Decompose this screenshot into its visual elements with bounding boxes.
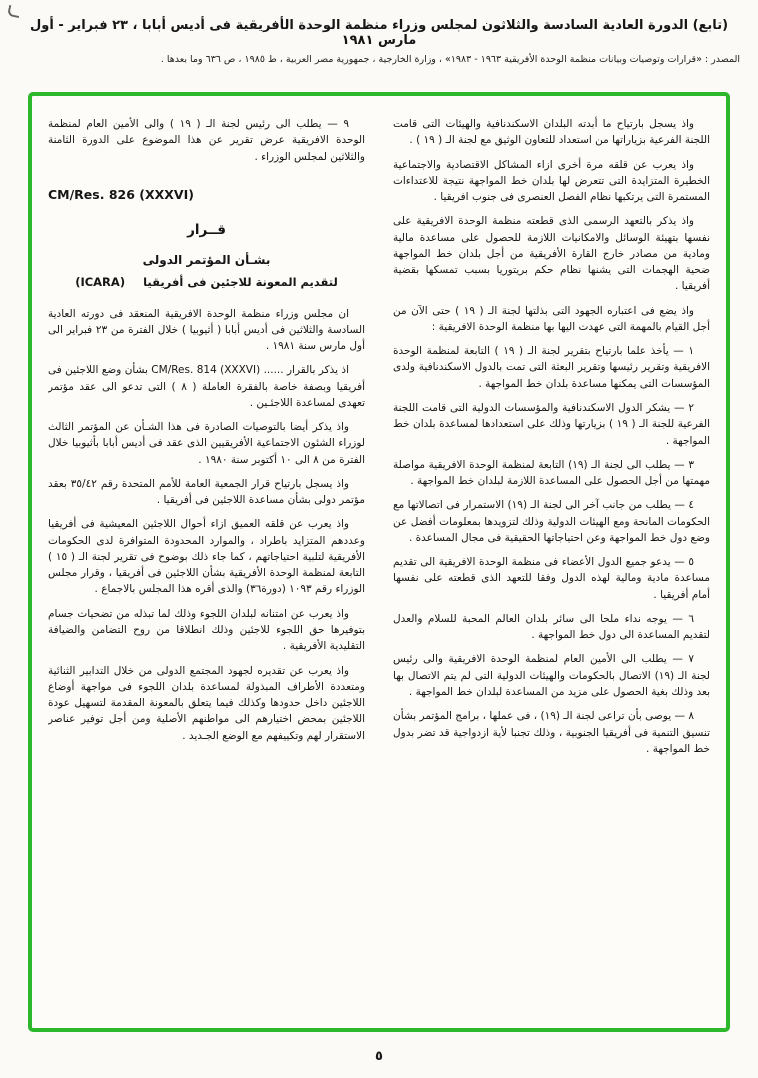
- numbered-item: ٦ — يوجه نداء ملحا الى سائر بلدان العالم المحبة للسلام والعدل لتقديم المساعدة الى دول خط المواجهة .: [393, 612, 710, 642]
- resolution-heading: قــرار: [187, 222, 226, 239]
- paragraph: واذ يذكر بالتعهد الرسمى الذى قطعته منظمة الوحدة الافريقية على نفسها بتهيئة الوسائل والامكانيات اللازمة للحصول على مساعدة مالية ومادية من مصادر خارج القارة الأفريقية من أجل بلدان خط المواجهة ضحية الهجمات التى يشنها نظام حكم بريتوريا بسبب تمسكها بقضية أفريقيا .: [393, 215, 710, 293]
- paragraph: ان مجلس وزراء منظمة الوحدة الافريقية المنعقد فى دورته العادية السادسة والثلاثين فى أديس أبابا ( أثيوبيا ) خلال الفترة من ٢٣ فبراير الى أول مارس سنة ١٩٨١ .: [48, 307, 365, 353]
- resolution-subtitle-line2: [48, 274, 365, 292]
- resolution-subtitle-arabic: لتقديم المعونة للاجئين فى أفريقيا: [143, 274, 338, 289]
- numbered-item: ٩ — يطلب الى رئيس لجنة الـ ( ١٩ ) والى الأمين العام لمنظمة الوحدة الافريقية عرض تقرير عن هذا الموضوع على الدورة الثامنة والثلاثين لمجلس الوزراء .: [48, 118, 365, 163]
- paragraph: واذ يسجل بارتياح ما أبدته البلدان الاسكندنافية والهيئات التى قامت اللجنة الفرعية بزياراتها من استعداد للتعاون الوثيق مع لجنة الـ ( ١٩ ) .: [393, 118, 710, 147]
- paragraph: واذ يذكر أيضا بالتوصيات الصادرة فى هذا الشـأن عن المؤتمر الثالث لوزراء الشئون الاجتماعية الأفريقيين الذى عقد فى أديس أبابا بأثيوبيا خلال الفترة من ٨ الى ١٠ أكتوبر سنة ١٩٨٠ .: [48, 421, 365, 466]
- paragraph: واذ يسجل بارتياح قرار الجمعية العامة للأمم المتحدة رقم ٣٥/٤٢ بعقد مؤتمر دولى بشأن مساعدة اللاجئين فى أفريقيا .: [48, 477, 365, 507]
- numbered-item: ٢ — يشكر الدول الاسكندنافية والمؤسسات الدولية التى قامت اللجنة الفرعية للجنة الـ ( ١٩ ) بزيارتها وذلك على استعدادها لمساعدة بلدان خط المواجهة .: [393, 401, 710, 447]
- paragraph: واذ يعرب عن قلقه العميق ازاء أحوال اللاجئين المعيشية فى أفريقيا وعددهم المتزايد باطراد ، والموارد المحدودة المتوافرة لدى الحكومات الأفريقية لتلبية احتياجاتهم ، كما جاء ذلك بوضوح فى تقرير لجنة الـ ( ١٥ ) التابعة لمنظمة الوحدة الأفريقية بشأن اللاجئين فى أفريقيا ، وقرار مجلس الوزراء رقم ١٠٩٣ (دورة٣٦) والذى أقره هذا المجلس بالاجماع .: [48, 518, 365, 596]
- page-header: [0, 0, 758, 65]
- numbered-item: ١ — يأخذ علما بارتياح بتقرير لجنة الـ ( ١٩ ) التابعة لمنظمة الوحدة الافريقية وتقرير رئيسها وتقرير البعثة التى تمت بالدول الاسكندنافية ولدى المؤسسات التى يمكنها مساعدة بلدان خط المواجهة .: [393, 345, 710, 390]
- content-frame: [28, 92, 730, 1032]
- numbered-item: ٤ — يطلب من جانب آخر الى لجنة الـ (١٩) الاستمرار فى اتصالاتها مع الحكومات المانحة ومع الهيئات الدولية وذلك لتزويدها بمعلومات أفضل عن وضع دول خط المواجهة وعن احتياجاتها الحقيقية فى مجال المساعدة .: [393, 499, 710, 544]
- paragraph: واذ يعرب عن تقديره لجهود المجتمع الدولى من خلال التدابير الثنائية ومتعددة الأطراف المبذولة لمساعدة بلدان اللجوء فى مواجهة أوضاع اللاجئين داخل حدودها وكذلك فيما يتعلق بالمعونة المقدمة لتسهيل عودة اللاجئين بمحض اختيارهم الى مواطنهم الأصلية ومن أجل توفير عناصر الاستقرار لهم وتكييفهم مع الوضع الجـديد .: [48, 664, 365, 742]
- two-column-layout: [48, 116, 710, 1014]
- paragraph: واذ يضع فى اعتباره الجهود التى بذلتها لجنة الـ ( ١٩ ) حتى الآن من أجل القيام بالمهمة التى عهدت اليها بها منظمة الوحدة الافريقية :: [393, 304, 710, 333]
- paragraph: واذ يعرب عن قلقه مرة أخرى ازاء المشاكل الاقتصادية والاجتماعية الخطيرة المتزايدة التى تتعرض لها بلدان خط المواجهة نتيجة للاعتداءات المستمرة التى يرتكبها نظام الفصل العنصرى فى جنوب افريقيا .: [393, 158, 710, 204]
- paragraph: اذ يذكر بالقرار ...... CM/Res. 814 (XXXVI) بشأن وضع اللاجئين فى أفريقيا وبصفة خاصة بالفقرة العاملة ( ٨ ) التى تدعو الى عقد مؤتمر تعهدى لمساعدة اللاجئـين .: [48, 364, 365, 409]
- paragraph: واذ يعرب عن امتنانه لبلدان اللجوء وذلك لما تبذله من تضحيات جسام بتوفيرها حق اللجوء للاجئين وذلك انطلاقا من روح التضامن والضيافة التقليدية الأفريقية .: [48, 607, 365, 653]
- icara-label: (ICARA): [75, 274, 126, 289]
- column-left: [48, 116, 365, 1014]
- page-number: ٥: [375, 1049, 383, 1064]
- numbered-item: ٧ — يطلب الى الأمين العام لمنظمة الوحدة الافريقية والى رئيس لجنة الـ (١٩) الاتصال بالحكومات والهيئات الدولية التى لم يتم الاتصال بها بعد وذلك بغية الحصول على مزيد من المساعدة لبلدان خط المواجهة .: [393, 653, 710, 698]
- column-right: [393, 116, 710, 1014]
- resolution-id: CM/Res. 826 (XXXVI): [48, 186, 194, 202]
- numbered-item: ٨ — يوصى بأن تراعى لجنة الـ (١٩) ، فى عملها ، برامج المؤتمر بشأن تنسيق التنمية فى أفريقيا الجنوبية ، وذلك تجنبا لأية ازدواجية قد تضر بدول خط المواجهة .: [393, 710, 710, 755]
- numbered-item: ٣ — يطلب الى لجنة الـ (١٩) التابعة لمنظمة الوحدة الافريقية مواصلة مهمتها من أجل الحصول على المساعدة اللازمة لبلدان خط المواجهة .: [393, 458, 710, 488]
- header-title: (تابع) الدورة العادية السادسة والثلاثون لمجلس وزراء منظمة الوحدة الأفريقية فى أديس أبابا ، ٢٣ فبراير - أول مارس ١٩٨١: [29, 18, 729, 48]
- header-source: المصدر : «قرارات وتوصيات وبيانات منظمة الوحدة الأفريقية ١٩٦٣ - ١٩٨٣» ، وزارة الخارجية ، جمهورية مصر العربية ، ط ١٩٨٥ ، ص ٦٣٦ وما بعدها .: [160, 54, 740, 65]
- numbered-item: ٥ — يدعو جميع الدول الأعضاء فى منظمة الوحدة الافريقية الى تقديم مساعدة مادية ومالية لهذه الدول وفقا للتعهد الذى قطعته على نفسها أمام أفريقيا .: [393, 556, 710, 601]
- resolution-subtitle: بشـأن المؤتمر الدولى: [142, 253, 271, 268]
